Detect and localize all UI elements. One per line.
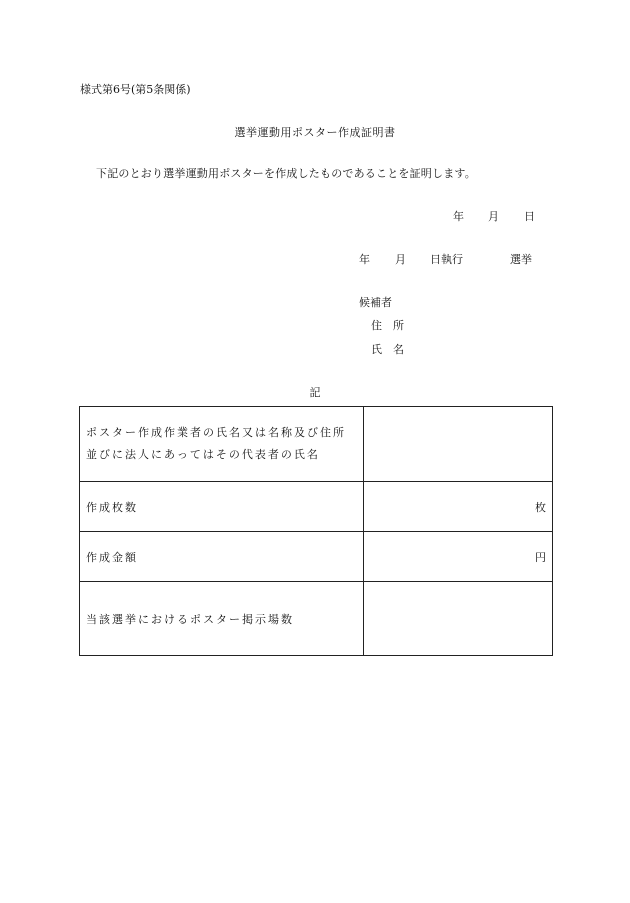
table-row xyxy=(80,482,553,532)
form-number: 様式第6号(第5条関係) xyxy=(80,83,191,96)
date-year-label: 年 xyxy=(453,210,464,223)
record-table xyxy=(79,406,553,656)
election-month-label: 月 xyxy=(395,253,406,266)
table-row xyxy=(80,532,553,582)
candidate-address-label: 住 所 xyxy=(371,319,404,332)
election-label: 選挙 xyxy=(510,253,532,266)
poster-board-count-label: 当該選挙におけるポスター掲示場数 xyxy=(80,582,364,656)
poster-maker-value[interactable] xyxy=(364,407,553,482)
poster-count-label: 作成枚数 xyxy=(80,482,364,532)
date-month-label: 月 xyxy=(488,210,499,223)
poster-amount-value[interactable] xyxy=(364,532,553,582)
poster-maker-label-line1: ポスター作成作業者の氏名又は名称及び住所 xyxy=(86,426,346,439)
poster-maker-label xyxy=(80,407,364,482)
poster-count-unit: 枚 xyxy=(535,500,546,514)
poster-maker-label-line2: 並びに法人にあってはその代表者の氏名 xyxy=(86,448,320,461)
document-title: 選挙運動用ポスター作成証明書 xyxy=(234,126,396,139)
certification-statement: 下記のとおり選挙運動用ポスターを作成したものであることを証明します。 xyxy=(96,167,476,180)
election-year-label: 年 xyxy=(359,253,370,266)
poster-board-count-value[interactable] xyxy=(364,582,553,656)
candidate-name-label: 氏 名 xyxy=(371,343,404,356)
record-heading: 記 xyxy=(309,386,321,399)
poster-count-value[interactable] xyxy=(364,482,553,532)
table-row xyxy=(80,582,553,656)
election-day-held-label: 日執行 xyxy=(430,253,463,266)
date-day-label: 日 xyxy=(524,210,535,223)
candidate-label: 候補者 xyxy=(359,296,392,309)
poster-amount-label: 作成金額 xyxy=(80,532,364,582)
table-row xyxy=(80,407,553,482)
poster-amount-unit: 円 xyxy=(535,550,546,564)
